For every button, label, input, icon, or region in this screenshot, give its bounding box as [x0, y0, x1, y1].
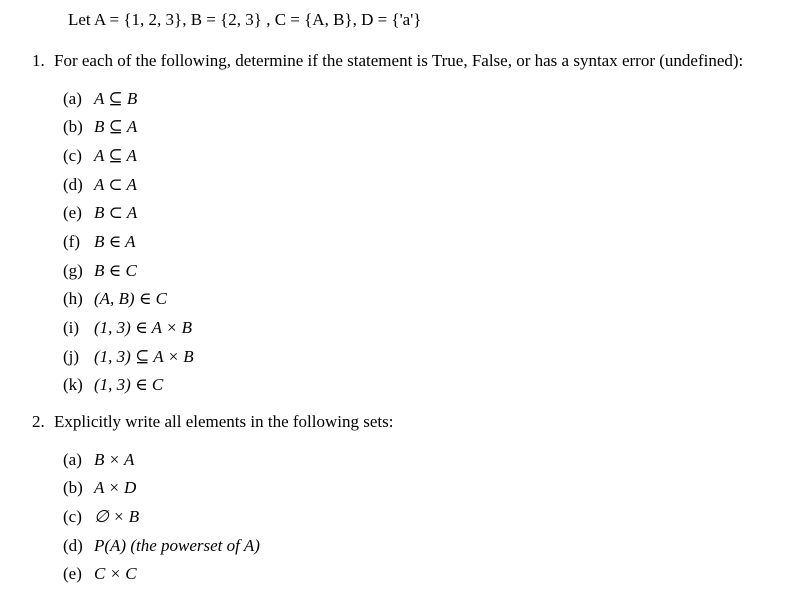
- item-label: (b): [63, 478, 83, 497]
- item-expression: A ⊂ A: [94, 175, 137, 194]
- item-expression: B ∈ C: [94, 261, 137, 280]
- list-item: [63, 203, 137, 223]
- item-label: (i): [63, 318, 80, 337]
- list-item: [63, 175, 137, 195]
- list-item: [63, 536, 260, 556]
- list-item: [63, 289, 167, 309]
- list-item: [63, 478, 136, 498]
- list-item: [63, 564, 137, 584]
- item-expression: ∅ × B: [94, 507, 140, 526]
- item-label: (d): [63, 536, 83, 555]
- item-expression: C × C: [94, 564, 137, 583]
- list-item: [63, 146, 137, 166]
- item-expression: B ⊂ A: [94, 203, 138, 222]
- intro-definitions: Let A = {1, 2, 3}, B = {2, 3} , C = {A, B}, D = {'a'}: [68, 10, 422, 29]
- question-text: For each of the following, determine if the statement is True, False, or has a syntax error (undefined):: [54, 51, 744, 70]
- item-label: (e): [63, 203, 82, 222]
- item-expression: A ⊆ A: [94, 146, 137, 165]
- item-expression: B ⊆ A: [94, 117, 138, 136]
- list-item: [63, 117, 137, 137]
- item-expression: (1, 3) ⊆ A × B: [94, 347, 194, 366]
- list-item: [63, 261, 137, 281]
- list-item: [63, 89, 137, 109]
- item-label: (a): [63, 450, 82, 469]
- item-label: (e): [63, 564, 82, 583]
- item-expression: A ⊆ B: [94, 89, 138, 108]
- list-item: [63, 318, 192, 338]
- item-label: (f): [63, 232, 80, 251]
- question-2: [32, 412, 393, 432]
- item-expression: (1, 3) ∈ A × B: [94, 318, 193, 337]
- item-expression: (A, B) ∈ C: [94, 289, 168, 308]
- item-label: (g): [63, 261, 83, 280]
- item-expression: B ∈ A: [94, 232, 136, 251]
- item-expression: A × D: [94, 478, 137, 497]
- item-expression: B × A: [94, 450, 135, 469]
- list-item: [63, 450, 134, 470]
- item-label: (j): [63, 347, 80, 366]
- item-label: (a): [63, 89, 82, 108]
- list-item: [63, 507, 139, 527]
- item-label: (h): [63, 289, 83, 308]
- list-item: [63, 347, 194, 367]
- item-label: (c): [63, 146, 82, 165]
- item-label: (c): [63, 507, 82, 526]
- question-1: [32, 51, 743, 71]
- question-number: 2.: [32, 412, 45, 431]
- item-expression: (1, 3) ∈ C: [94, 375, 164, 394]
- list-item: [63, 375, 163, 395]
- question-text: Explicitly write all elements in the following sets:: [54, 412, 394, 431]
- question-number: 1.: [32, 51, 45, 70]
- item-label: (k): [63, 375, 83, 394]
- item-label: (d): [63, 175, 83, 194]
- item-expression: P(A) (the powerset of A): [94, 536, 260, 555]
- item-label: (b): [63, 117, 83, 136]
- list-item: [63, 232, 136, 252]
